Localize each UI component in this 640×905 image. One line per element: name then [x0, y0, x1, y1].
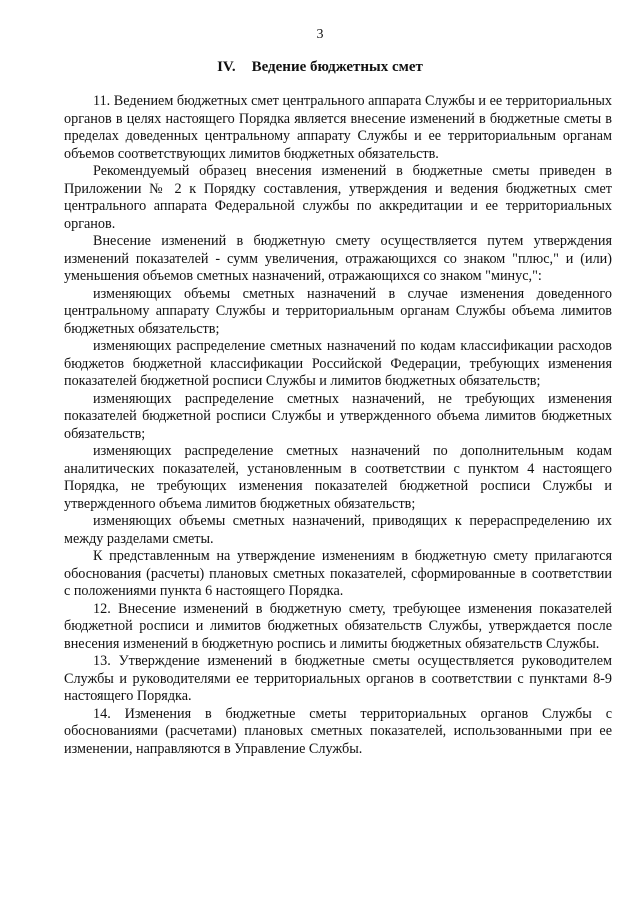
list-item-volume-changes: изменяющих объемы сметных назначений в случае изменения доведенного центральному аппарату Службы и территориальным органам Службы объема лимитов бюджетных обязательств;	[64, 285, 612, 337]
list-item-classification-changes: изменяющих распределение сметных назначений по кодам классификации расходов бюджетов бюджетной классификации Российской Федерации, требующих изменения показателей бюджетной росписи Службы и лимитов бюджетных обязательств;	[64, 338, 612, 389]
paragraph-sample-reference: Рекомендуемый образец внесения изменений в бюджетные сметы приведен в Приложении № 2 к Порядку составления, утверждения и ведения бюджетных смет центрального аппарата Федеральной службы по аккредитации и ее территориальных органов.	[64, 163, 612, 232]
paragraph-14: 14. Изменения в бюджетные сметы территориальных органов Службы с обоснованиями (расчетами) плановых сметных показателей, использованными при ее изменении, направляются в Управление Службы.	[64, 705, 612, 757]
paragraph-11: 11. Ведением бюджетных смет центрального аппарата Службы и ее территориальных органов в целях настоящего Порядка является внесение изменений в бюджетные сметы в пределах доведенных центральному аппарату Службы и ее территориальным органам объемов соответствующих лимитов бюджетных обязательств.	[64, 93, 612, 162]
document-body	[64, 93, 612, 758]
section-title: Ведение бюджетных смет	[251, 59, 423, 75]
page-number: 3	[316, 27, 324, 42]
paragraph-changes-method: Внесение изменений в бюджетную смету осуществляется путем утверждения изменений показателей - сумм увеличения, отражающихся со знаком "плюс," и (или) уменьшения объемов сметных назначений, отражающихся со знаком "минус,":	[64, 233, 612, 284]
list-item-redistribution-changes: изменяющих объемы сметных назначений, приводящих к перераспределению их между разделами сметы.	[64, 513, 612, 547]
paragraph-attachments: К представленным на утверждение изменениям в бюджетную смету прилагаются обоснования (расчеты) плановых сметных показателей, сформированные в соответствии с положениями пункта 6 настоящего Порядка.	[64, 548, 612, 599]
list-item-distribution-changes: изменяющих распределение сметных назначений, не требующих изменения показателей бюджетной росписи Службы и утвержденного объема лимитов бюджетных обязательств;	[64, 390, 612, 442]
paragraph-13: 13. Утверждение изменений в бюджетные сметы осуществляется руководителем Службы и руководителями ее территориальных органов в соответствии с пунктами 8-9 настоящего Порядка.	[64, 653, 612, 704]
section-number: IV.	[217, 59, 236, 75]
paragraph-12: 12. Внесение изменений в бюджетную смету, требующее изменения показателей бюджетной росписи и лимитов бюджетных обязательств Службы, утверждается после внесения изменений в бюджетную роспись и лимиты бюджетных обязательств Службы.	[64, 600, 612, 652]
list-item-analytic-codes-changes: изменяющих распределение сметных назначений по дополнительным кодам аналитических показателей, установленным в соответствии с пунктом 4 настоящего Порядка, не требующих изменения показателей бюджетной росписи Службы и утвержденного объема лимитов бюджетных обязательств;	[64, 443, 612, 512]
section-heading	[0, 59, 640, 76]
